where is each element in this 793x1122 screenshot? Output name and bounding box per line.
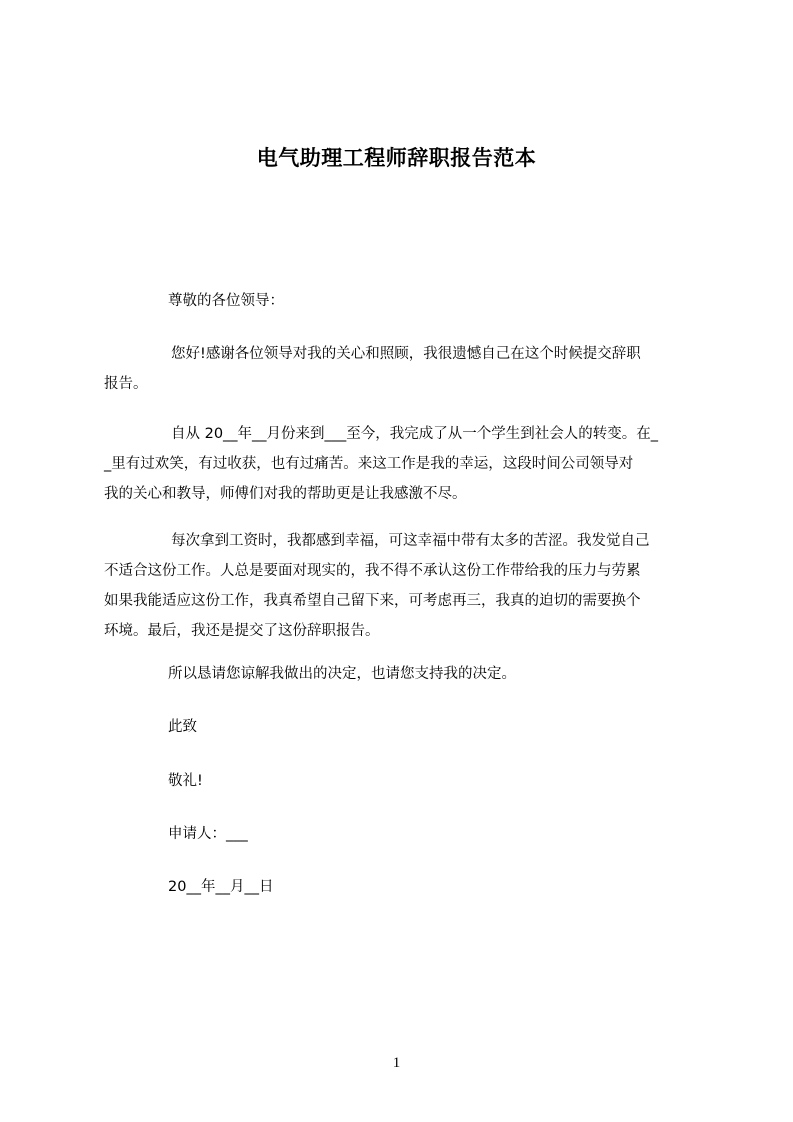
document-title: 电气助理工程师辞职报告范本	[256, 146, 537, 170]
paragraph-line: 自从 20__年__月份来到___至今，我完成了从一个学生到社会人的转变。在_	[171, 426, 659, 442]
paragraph-line: 每次拿到工资时，我都感到幸福，可这幸福中带有太多的苦涩。我发觉自己	[171, 533, 650, 549]
date-line: 20__年__月__日	[168, 879, 274, 895]
paragraph-line: 我的关心和教导，师傅们对我的帮助更是让我感激不尽。	[104, 486, 467, 502]
paragraph-greeting	[104, 339, 700, 399]
closing-line-1: 此致	[168, 719, 197, 735]
paragraph-line: 您好!感谢各位领导对我的关心和照顾，我很遗憾自己在这个时候提交辞职	[171, 346, 641, 362]
paragraph-line: _里有过欢笑，有过收获，也有过痛苦。来这工作是我的幸运，这段时间公司领导对	[104, 456, 634, 472]
paragraph-experience	[104, 419, 700, 509]
paragraph-line: 报告。	[104, 376, 148, 392]
paragraph-reason	[104, 526, 700, 646]
applicant-line: 申请人：___	[168, 826, 248, 842]
request-line: 所以恳请您谅解我做出的决定，也请您支持我的决定。	[168, 666, 516, 682]
paragraph-line: 环境。最后，我还是提交了这份辞职报告。	[104, 623, 380, 639]
closing-line-2: 敬礼!	[168, 773, 203, 789]
salutation: 尊敬的各位领导：	[168, 293, 284, 309]
paragraph-line: 如果我能适应这份工作，我真希望自己留下来，可考虑再三，我真的迫切的需要换个	[104, 593, 641, 609]
paragraph-line: 不适合这份工作。人总是要面对现实的，我不得不承认这份工作带给我的压力与劳累	[104, 563, 641, 579]
page-number: 1	[392, 1055, 401, 1071]
